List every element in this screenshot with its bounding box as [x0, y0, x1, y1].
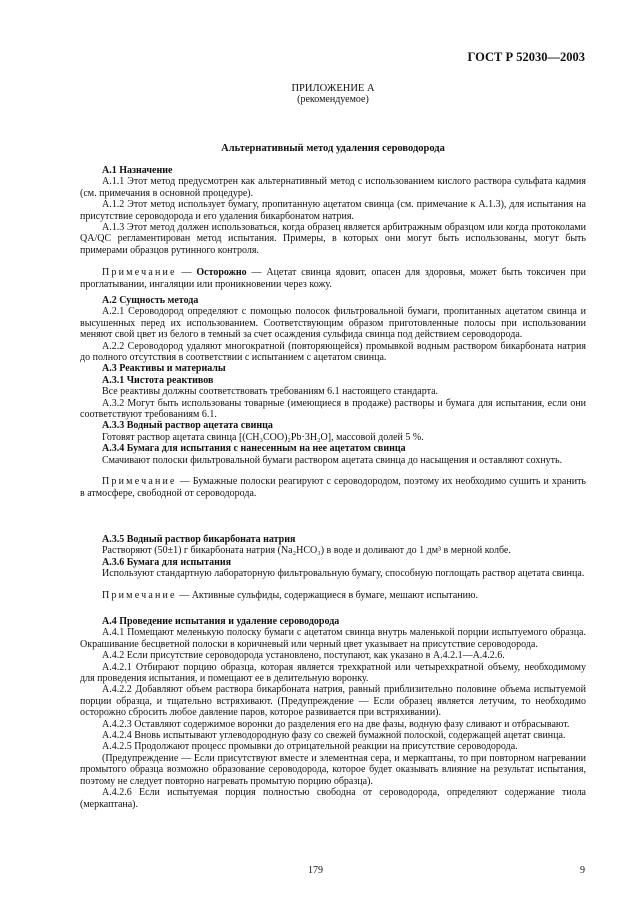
section-heading: А.1 Назначение [102, 165, 173, 176]
paragraph: А.4.2.6 Если испытуемая порция полностью свободна от сероводорода, определяют содержание тиола (меркаптана). [80, 787, 586, 810]
paragraph: Растворяют (50±1) г бикарбоната натрия (Na₂HCO₃) в воде и доливают до 1 дм³ в мерной колбе. [102, 545, 511, 557]
paragraph: А.4.2.5 Продолжают процесс промывки до отрицательной реакции на присутствие сероводорода. [102, 741, 518, 753]
note [80, 476, 586, 499]
appendix-title: ПРИЛОЖЕНИЕ А [291, 83, 375, 94]
paragraph: А.4.2.4 Вновь испытывают углеводородную фазу со свежей бумажной полоской, содержащей ацетат свинца. [102, 730, 566, 742]
subsection-heading: А.3.5 Водный раствор бикарбоната натрия [102, 534, 296, 545]
section-heading: А.4 Проведение испытания и удаление сероводорода [102, 616, 340, 627]
paragraph: А.4.1 Помещают меленькую полоску бумаги с ацетатом свинца внутрь маленькой порции испытуемого образца. Окрашивание бесцветной полоски в коричневый или черный цвет указывает на присутствие сероводорода. [80, 627, 586, 650]
note-text: — Бумажные полоски реагируют с сероводородом, поэтому их необходимо сушить и хранить в атмосфере, свободной от сероводорода. [80, 476, 586, 499]
paragraph: А.3.2 Могут быть использованы товарные (имеющиеся в продаже) растворы и бумага для испытания, если они соответствуют требованиям 6.1. [80, 397, 586, 421]
paragraph: А.4.2 Если присутствие сероводорода установлено, поступают, как указано в А.4.2.1—А.4.2.6. [102, 650, 505, 662]
paragraph: А.4.2.1 Отбирают порцию образца, которая является трехкратной или четырехкратной объему, необходимому для проведения испытания, и помещают ее в делительную воронку. [80, 661, 586, 685]
section-a3-cont [80, 534, 586, 601]
section-a4 [80, 616, 586, 810]
appendix-header [80, 83, 586, 106]
paragraph: Смачивают полоски фильтровальной бумаги раствором ацетата свинца до насыщения и оставляют сохнуть. [102, 454, 563, 466]
note-dash: — [176, 267, 197, 279]
page-number-right: 9 [580, 865, 585, 876]
paragraph: Все реактивы должны соответствовать требованиям 6.1 настоящего стандарта. [102, 386, 439, 398]
main-title: Альтернативный метод удаления сероводорода [221, 143, 445, 154]
note [80, 590, 586, 601]
note-text: — Активные сульфиды, содержащиеся в бумаге, мешают испытанию. [176, 589, 478, 601]
paragraph: А.2.2 Сероводород удаляют многократной (повторяющейся) промывкой водным раствором бикарбоната натрия до полного отсутствия в соответствии с испытанием с ацетатом свинца. [80, 340, 586, 364]
note-warning: Осторожно [196, 267, 247, 279]
paragraph: А.4.2.2 Добавляют объем раствора бикарбоната натрия, равный приблизительно половине объема испытуемой порции образца, и тщательно встряхивают. (Предупреждение — Если образец является летучим, то необходимо осторожно сбросить любое давление паров, которое развивается при встряхивании). [80, 684, 586, 719]
section-heading: А.2 Сущность метода [102, 295, 199, 306]
note [80, 267, 586, 290]
section-a1 [80, 165, 586, 290]
note-label: Примечание [102, 589, 177, 601]
subsection-heading: А.3.1 Чистота реактивов [102, 374, 214, 386]
paragraph: Используют стандартную лабораторную фильтровальную бумагу, способную поглощать раствор ацетата свинца. [102, 568, 585, 580]
page-number-center: 179 [308, 865, 323, 876]
document-number: ГОСТ Р 52030—2003 [467, 50, 585, 64]
section-heading: А.3 Реактивы и материалы [102, 363, 226, 375]
section-a2 [80, 295, 586, 499]
paragraph: Готовят раствор ацетата свинца [(CH₃COO)₂Pb·3H₂O], массовой долей 5 %. [102, 431, 424, 443]
subsection-heading: А.3.4 Бумага для испытания с нанесенным на нее ацетатом свинца [102, 443, 406, 455]
note-label: Примечание [102, 267, 177, 279]
subsection-heading: А.3.3 Водный раствор ацетата свинца [102, 420, 273, 432]
note-label: Примечание [102, 476, 177, 488]
appendix-status: (рекомендуемое) [297, 94, 369, 106]
paragraph: А.1.3 Этот метод должен использоваться, когда образец является арбитражным образцом или когда протоколами QA/QC регламентирован метод испытания. Примеры, в которых они могут быть использованы, могут быть примерами образцов рутинного контроля. [80, 222, 586, 256]
note-text: — Ацетат свинца ядовит, опасен для здоровья, может быть токсичен при проглатывании, ингаляции или проникновении через кожу. [80, 267, 586, 290]
paragraph: А.1.1 Этот метод предусмотрен как альтернативный метод с использованием кислого раствора сульфата кадмия (см. примечания в основной процедуре). [80, 176, 586, 199]
paragraph: А.1.2 Этот метод использует бумагу, пропитанную ацетатом свинца (см. примечание к А.1.3), для испытания на присутствие сероводорода и его удаления бикарбонатом натрия. [80, 199, 586, 222]
subsection-heading: А.3.6 Бумага для испытания [102, 556, 232, 568]
paragraph: А.2.1 Сероводород определяют с помощью полосок фильтровальной бумаги, пропитанных ацетатом свинца и высушенных перед их использованием. Соответствующим образом приготовленные полосы при использовании меняют свой цвет из белого в темный за счет осаждения сульфида свинца под действием сероводорода. [80, 306, 586, 341]
paragraph: (Предупреждение — Если присутствуют вместе и элементная сера, и меркаптаны, то при повторном нагревании промытого образца возможно образование сероводорода, которое будет оказывать влияние на результат испытания, поэтому не следует повторно нагревать промытую порцию образца). [80, 752, 586, 787]
paragraph: А.4.2.3 Оставляют содержимое воронки до разделения его на две фазы, водную фазу сливают и отбрасывают. [102, 718, 570, 730]
